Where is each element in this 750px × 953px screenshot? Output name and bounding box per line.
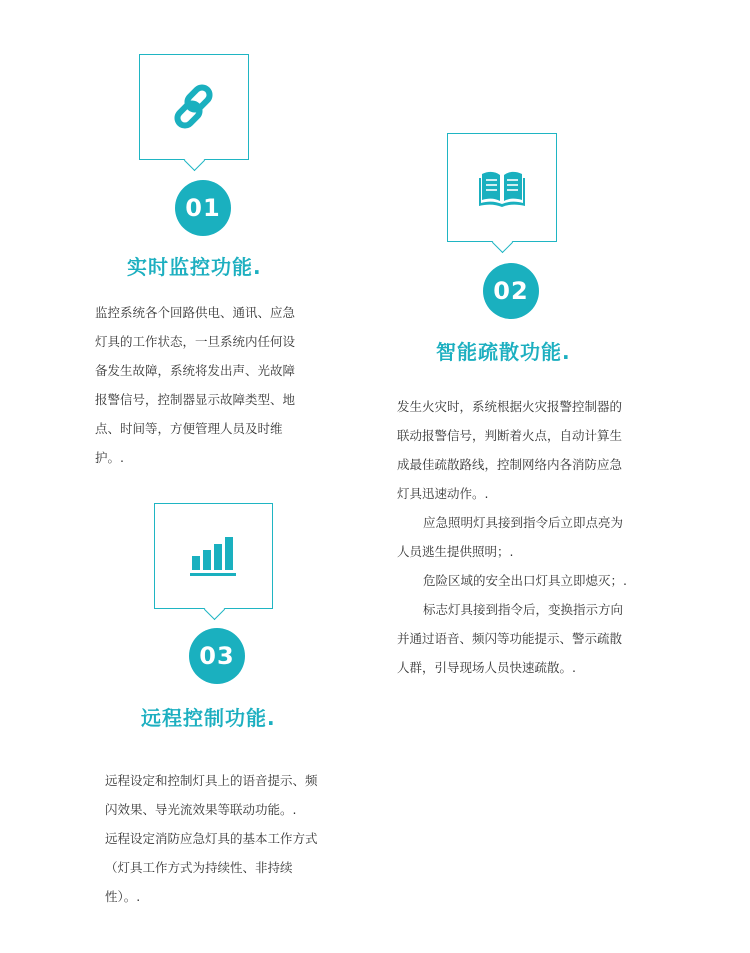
feature-3-title: 远程控制功能. [141,706,276,730]
feature-2-paragraph: 标志灯具接到指令后，变换指示方向并通过语音、频闪等功能提示、警示疏散人群，引导现场人员快速疏散。. [397,602,624,675]
feature-3-description [105,766,325,911]
feature-3-icon-card [154,503,273,609]
card-pointer [184,150,205,171]
feature-2-paragraph: 发生火灾时，系统根据火灾报警控制器的联动报警信号，判断着火点，自动计算生成最佳疏散路线，控制网络内各消防应急灯具迅速动作。. [397,399,623,501]
feature-3-paragraph: 远程设定和控制灯具上的语音提示、频闪效果、导光流效果等联动功能。. [105,773,318,817]
feature-1-description [95,298,307,472]
link-icon [169,82,219,132]
feature-3-number-badge: 03 [189,628,245,684]
feature-2-title: 智能疏散功能. [436,340,571,364]
feature-3-paragraph: 远程设定消防应急灯具的基本工作方式（灯具工作方式为持续性、非持续性）。. [105,831,318,904]
card-pointer [492,232,513,253]
feature-2-description [397,392,633,682]
feature-1-number-badge: 01 [175,180,231,236]
feature-2-icon-card [447,133,557,242]
card-pointer [203,599,224,620]
feature-1-paragraph: 监控系统各个回路供电、通讯、应急灯具的工作状态，一旦系统内任何设备发生故障，系统将发出声、光故障报警信号，控制器显示故障类型、地点、时间等，方便管理人员及时维护。. [95,305,296,465]
book-icon [478,168,526,208]
bar-chart-icon [190,534,238,578]
feature-1-icon-card [139,54,249,160]
feature-2-paragraph: 应急照明灯具接到指令后立即点亮为人员逃生提供照明；. [397,515,624,559]
feature-1-title: 实时监控功能. [127,255,262,279]
feature-2-number-badge: 02 [483,263,539,319]
feature-2-paragraph: 危险区域的安全出口灯具立即熄灭；. [423,573,627,588]
